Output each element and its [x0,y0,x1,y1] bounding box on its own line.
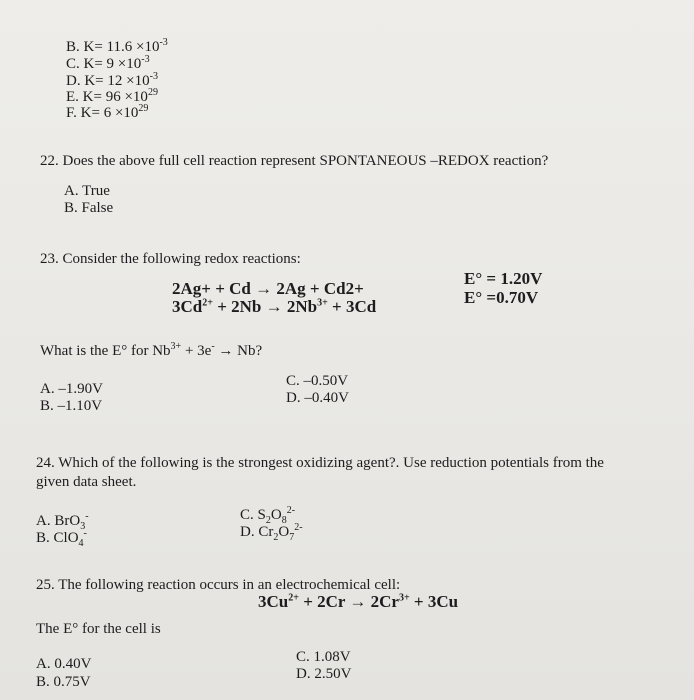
q23-prompt: What is the E° for $Nb^{3+} + 3e^- \to Nb$? [40,341,263,359]
q24-option-a: A. BrO$_3$- [36,511,89,532]
question-23: 23. Consider the following redox reactions: [40,251,301,267]
question-25: 25. The following reaction occurs in an electrochemical cell: [36,577,401,593]
q25-option-c: C. 1.08V [296,649,351,665]
question-22: 22. Does the above full cell reaction represent SPONTANEOUS –REDOX reaction? [40,153,549,169]
q22-option-a: A. True [64,183,110,199]
q25-option-d: D. 2.50V [296,666,352,682]
q24-option-b: B. ClO$_4$- [36,528,87,549]
question-24-line-1: 24. Which of the following is the strongest oxidizing agent?. Use reduction potentials from the [36,455,604,471]
q23-reaction-2: $3Cd^{2+} + 2Nb \to 2Nb^{3+} + 3Cd$ [172,297,377,316]
option-b-k: B. $K= 11.6 \times 10^{-3}$ [66,37,168,55]
q25-option-b: B. 0.75V [36,674,91,690]
q23-option-a: A. –1.90V [40,381,103,397]
q25-option-a: A. 0.40V [36,656,92,672]
q23-option-d: D. –0.40V [286,390,349,406]
q24-option-c: C. $S_2O_8^{2-}$ [240,505,296,526]
option-f-k: F. $K= 6 \times 10^{29}$ [66,103,149,121]
question-24-line-2: given data sheet. [36,474,137,490]
q22-option-b: B. False [64,200,114,216]
q23-potential-2: E° =0.70V [464,288,539,307]
q23-potential-1: E° = 1.20V [464,269,543,288]
q23-option-c: C. –0.50V [286,373,349,389]
option-c-k: C. $K= 9 \times 10^{-3}$ [66,54,150,72]
q24-option-d: D. $Cr_2O_7^{2-}$ [240,522,303,543]
q23-reaction-1: 2Ag+ + Cd → 2Ag + Cd2+ [172,279,364,298]
option-d-k: D. $K= 12 \times 10^{-3}$ [66,71,158,89]
q25-prompt: The E° for the cell is [36,621,161,637]
option-e-k: E. $K= 96 \times 10^{29}$ [66,87,158,105]
q23-option-b: B. –1.10V [40,398,103,414]
q25-reaction: $3Cu^{2+} + 2Cr \to 2Cr^{3+} + 3Cu$ [258,592,459,611]
